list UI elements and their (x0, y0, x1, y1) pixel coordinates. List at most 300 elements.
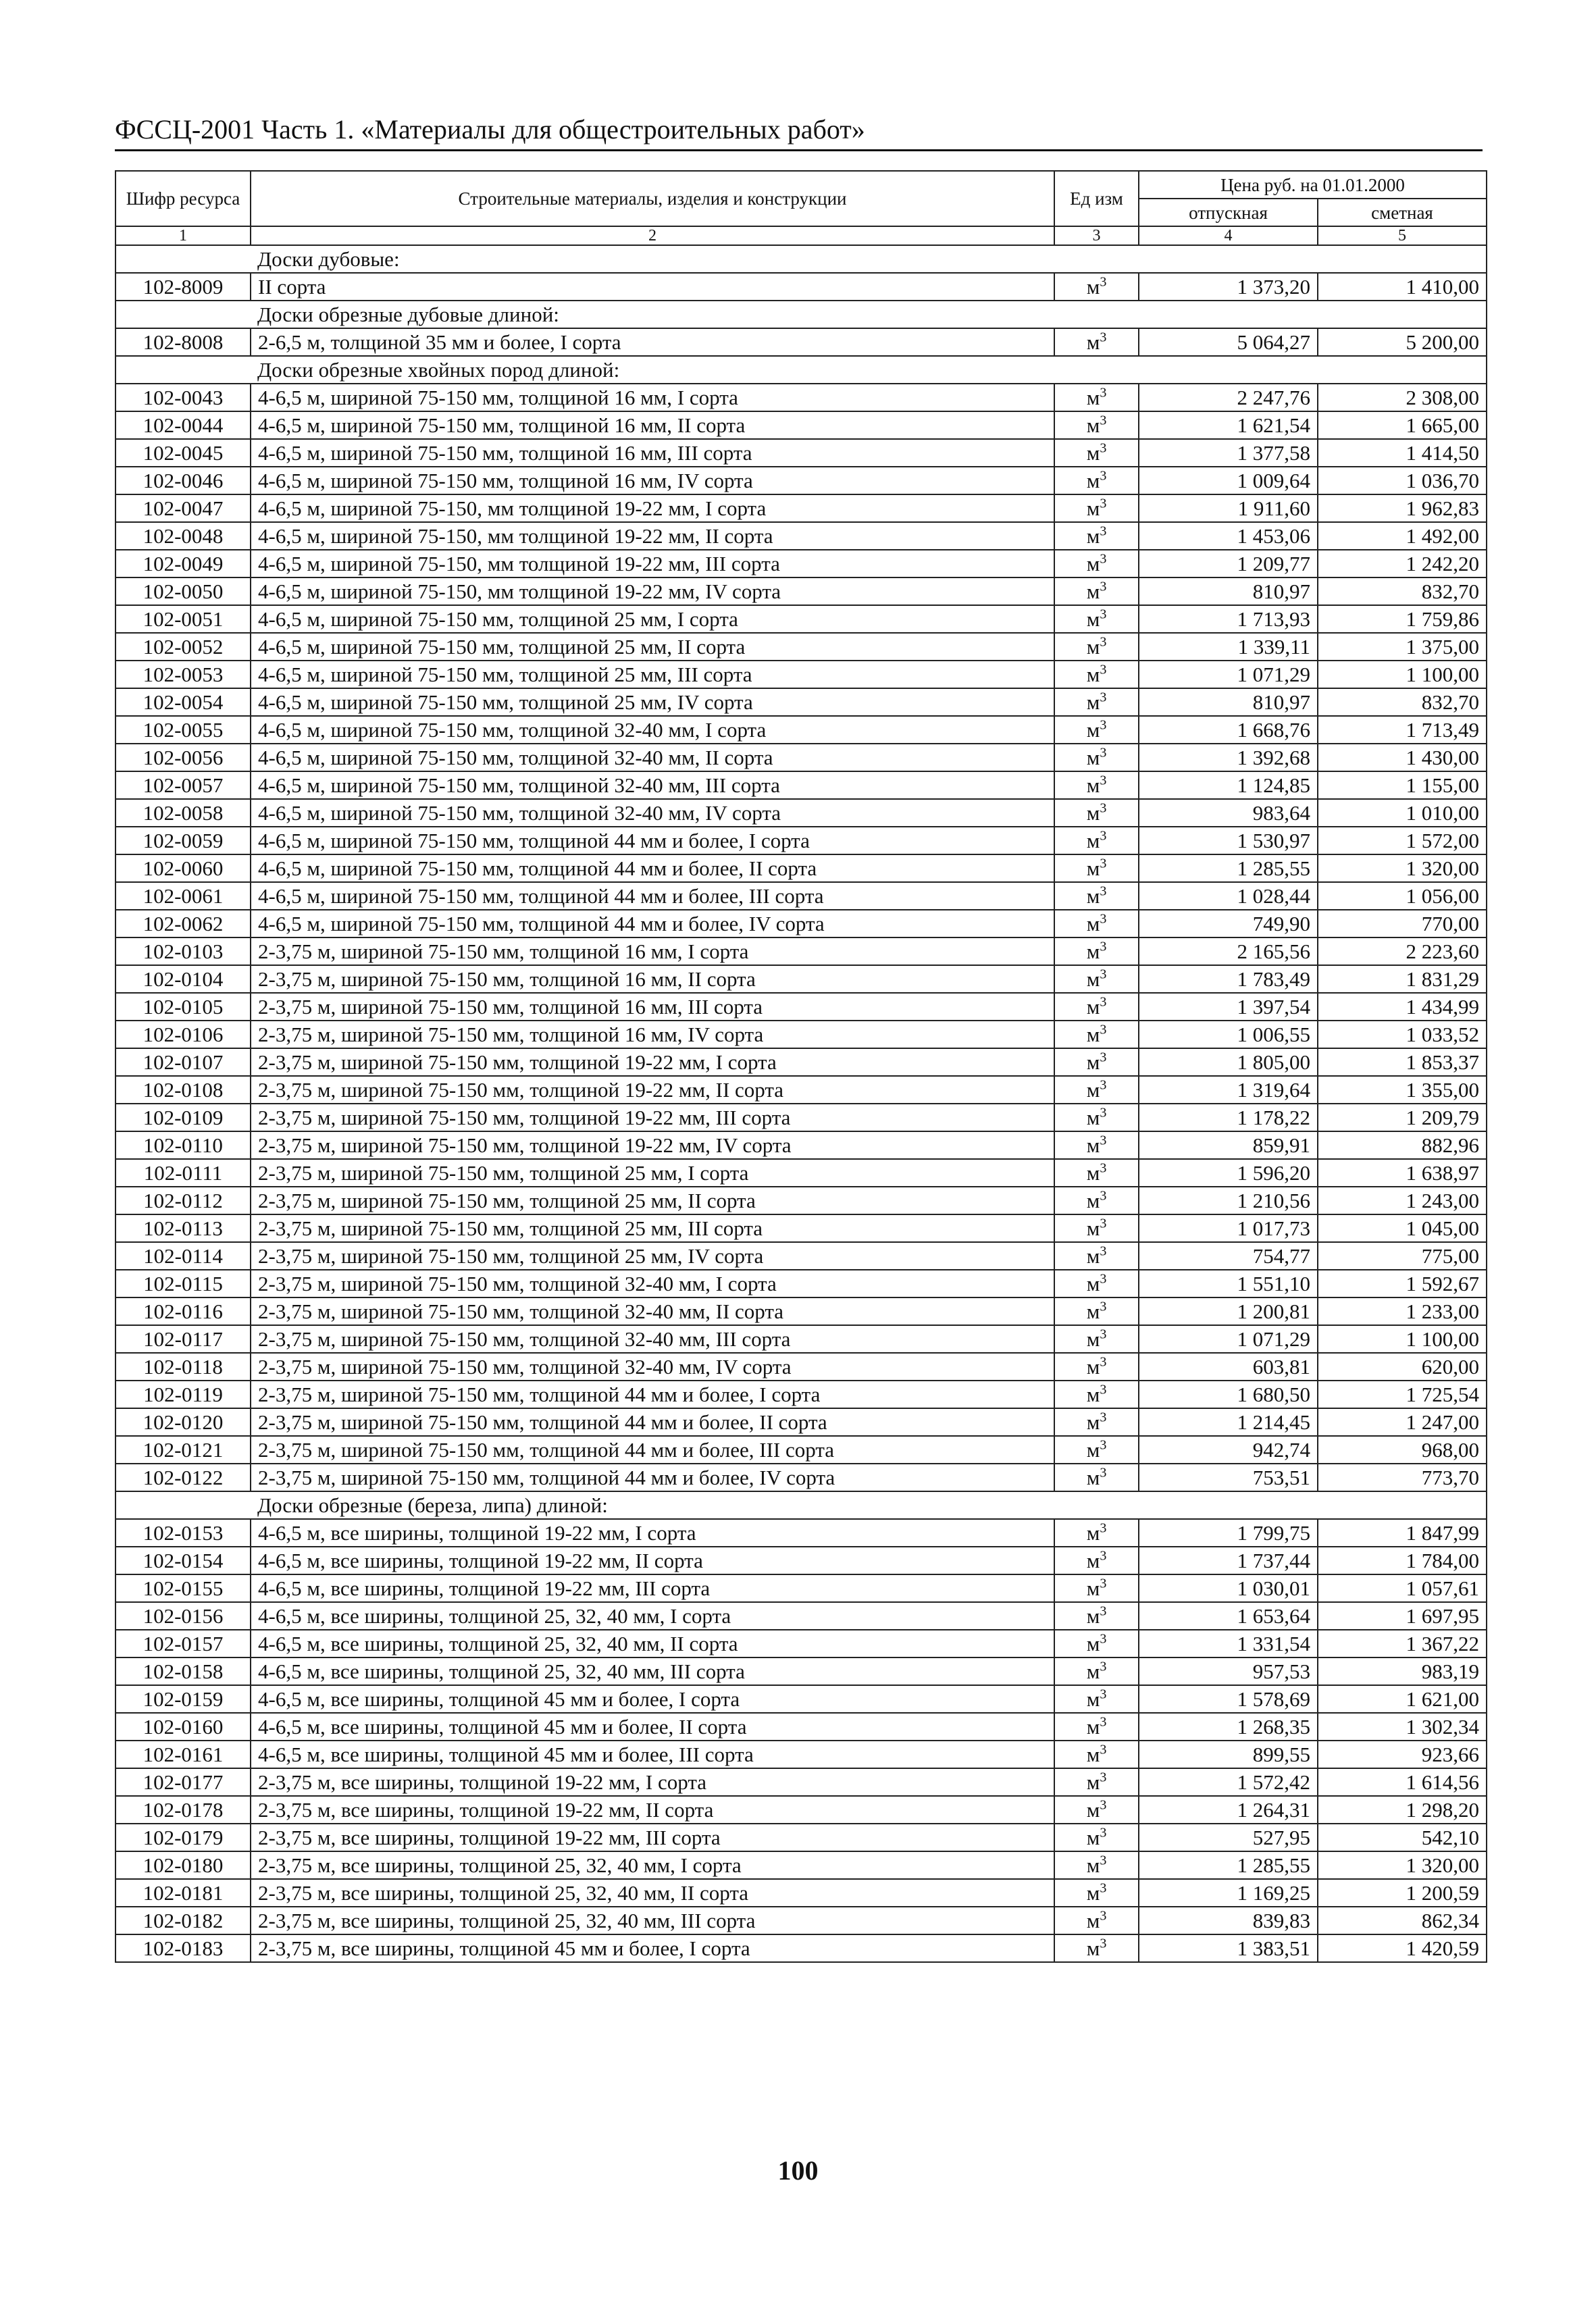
material-name: 2-3,75 м, шириной 75-150 мм, толщиной 16 мм, IV сорта (251, 1021, 1054, 1048)
unit-cell (1054, 1076, 1139, 1104)
material-name: 4-6,5 м, шириной 75-150 мм, толщиной 32-40 мм, I сорта (251, 716, 1054, 744)
estimate-price: 1 410,00 (1318, 273, 1487, 301)
release-price: 1 392,68 (1139, 744, 1318, 771)
unit-cell (1054, 1464, 1139, 1491)
table-row (115, 882, 1487, 910)
material-name: 2-3,75 м, шириной 75-150 мм, толщиной 19-22 мм, II сорта (251, 1076, 1054, 1104)
estimate-price: 770,00 (1318, 910, 1487, 937)
table-row (115, 1214, 1487, 1242)
table-row (115, 716, 1487, 744)
unit-superscript: 3 (1100, 1825, 1107, 1841)
estimate-price: 1 367,22 (1318, 1630, 1487, 1657)
release-price: 942,74 (1139, 1436, 1318, 1464)
material-name: 4-6,5 м, шириной 75-150 мм, толщиной 25 мм, IV сорта (251, 688, 1054, 716)
unit-text: м (1086, 1354, 1100, 1379)
unit-superscript: 3 (1100, 1327, 1107, 1342)
table-row (115, 799, 1487, 827)
section-row (115, 245, 1487, 273)
unit-text: м (1086, 1077, 1100, 1102)
section-title: Доски обрезные хвойных пород длиной: (251, 356, 1487, 384)
unit-text: м (1086, 1825, 1100, 1849)
estimate-price: 1 056,00 (1318, 882, 1487, 910)
release-price: 1 551,10 (1139, 1270, 1318, 1297)
resource-code: 102-0050 (115, 577, 251, 605)
unit-superscript: 3 (1100, 1853, 1107, 1868)
resource-code: 102-0177 (115, 1768, 251, 1796)
unit-superscript: 3 (1100, 662, 1107, 677)
material-name: 4-6,5 м, шириной 75-150 мм, толщиной 44 мм и более, I сорта (251, 827, 1054, 854)
unit-text: м (1086, 1714, 1100, 1739)
unit-text: м (1086, 828, 1100, 852)
unit-cell (1054, 854, 1139, 882)
table-row (115, 688, 1487, 716)
unit-text: м (1086, 1797, 1100, 1822)
estimate-price: 1 962,83 (1318, 494, 1487, 522)
resource-code: 102-0052 (115, 633, 251, 661)
resource-code: 102-0161 (115, 1741, 251, 1768)
unit-text: м (1086, 1022, 1100, 1046)
estimate-price: 1 100,00 (1318, 661, 1487, 688)
release-price: 5 064,27 (1139, 328, 1318, 356)
resource-code: 102-8008 (115, 328, 251, 356)
release-price: 754,77 (1139, 1242, 1318, 1270)
material-name: 2-3,75 м, шириной 75-150 мм, толщиной 44 мм и более, I сорта (251, 1381, 1054, 1408)
unit-superscript: 3 (1100, 828, 1107, 844)
header-code: Шифр ресурса (115, 171, 251, 226)
unit-cell (1054, 494, 1139, 522)
material-name: 4-6,5 м, все ширины, толщиной 45 мм и более, III сорта (251, 1741, 1054, 1768)
release-price: 1 653,64 (1139, 1602, 1318, 1630)
release-price: 983,64 (1139, 799, 1318, 827)
unit-cell (1054, 1879, 1139, 1907)
section-title: Доски обрезные (береза, липа) длиной: (251, 1491, 1487, 1519)
unit-cell (1054, 1436, 1139, 1464)
table-row (115, 1796, 1487, 1824)
estimate-price: 775,00 (1318, 1242, 1487, 1270)
unit-text: м (1086, 413, 1100, 437)
unit-superscript: 3 (1100, 1797, 1107, 1813)
resource-code: 102-0181 (115, 1879, 251, 1907)
release-price: 1 285,55 (1139, 854, 1318, 882)
material-name: 4-6,5 м, все ширины, толщиной 25, 32, 40 мм, II сорта (251, 1630, 1054, 1657)
material-name: 4-6,5 м, шириной 75-150 мм, толщиной 25 мм, III сорта (251, 661, 1054, 688)
resource-code: 102-0154 (115, 1547, 251, 1574)
unit-superscript: 3 (1100, 1631, 1107, 1647)
release-price: 1 006,55 (1139, 1021, 1318, 1048)
unit-text: м (1086, 1437, 1100, 1462)
unit-cell (1054, 1824, 1139, 1851)
material-name: 4-6,5 м, шириной 75-150 мм, толщиной 32-40 мм, III сорта (251, 771, 1054, 799)
table-row (115, 1159, 1487, 1187)
unit-cell (1054, 827, 1139, 854)
material-name: 4-6,5 м, шириной 75-150 мм, толщиной 44 мм и более, IV сорта (251, 910, 1054, 937)
resource-code: 102-0106 (115, 1021, 251, 1048)
estimate-price: 1 036,70 (1318, 467, 1487, 494)
unit-text: м (1086, 551, 1100, 575)
release-price: 1 214,45 (1139, 1408, 1318, 1436)
estimate-price: 983,19 (1318, 1657, 1487, 1685)
table-body (115, 245, 1487, 1962)
resource-code: 102-0061 (115, 882, 251, 910)
table-row (115, 1824, 1487, 1851)
table-row (115, 965, 1487, 993)
unit-superscript: 3 (1100, 1216, 1107, 1231)
release-price: 1 028,44 (1139, 882, 1318, 910)
table-row (115, 467, 1487, 494)
unit-cell (1054, 882, 1139, 910)
material-name: 2-3,75 м, все ширины, толщиной 19-22 мм, I сорта (251, 1768, 1054, 1796)
unit-text: м (1086, 662, 1100, 686)
resource-code: 102-0157 (115, 1630, 251, 1657)
section-gap-cell (115, 1491, 251, 1519)
release-price: 1 071,29 (1139, 661, 1318, 688)
table-row (115, 771, 1487, 799)
unit-text: м (1086, 717, 1100, 742)
resource-code: 102-0114 (115, 1242, 251, 1270)
release-price: 957,53 (1139, 1657, 1318, 1685)
resource-code: 102-0107 (115, 1048, 251, 1076)
material-name: 4-6,5 м, шириной 75-150 мм, толщиной 16 мм, I сорта (251, 384, 1054, 411)
resource-code: 102-0120 (115, 1408, 251, 1436)
unit-cell (1054, 439, 1139, 467)
table-row (115, 1547, 1487, 1574)
unit-text: м (1086, 440, 1100, 465)
estimate-price: 542,10 (1318, 1824, 1487, 1851)
unit-cell (1054, 1519, 1139, 1547)
unit-text: м (1086, 1216, 1100, 1240)
unit-superscript: 3 (1100, 1714, 1107, 1730)
estimate-price: 1 614,56 (1318, 1768, 1487, 1796)
material-name: 4-6,5 м, шириной 75-150, мм толщиной 19-22 мм, III сорта (251, 550, 1054, 577)
unit-cell (1054, 1325, 1139, 1353)
unit-text: м (1086, 800, 1100, 825)
estimate-price: 1 233,00 (1318, 1297, 1487, 1325)
unit-cell (1054, 1547, 1139, 1574)
resource-code: 102-0059 (115, 827, 251, 854)
resource-code: 102-0043 (115, 384, 251, 411)
table-row (115, 1879, 1487, 1907)
estimate-price: 832,70 (1318, 688, 1487, 716)
unit-cell (1054, 633, 1139, 661)
table-row (115, 384, 1487, 411)
unit-text: м (1086, 911, 1100, 935)
unit-text: м (1086, 773, 1100, 797)
unit-cell (1054, 1187, 1139, 1214)
release-price: 1 339,11 (1139, 633, 1318, 661)
unit-cell (1054, 1685, 1139, 1713)
unit-text: м (1086, 1770, 1100, 1794)
material-name: 2-3,75 м, шириной 75-150 мм, толщиной 32-40 мм, I сорта (251, 1270, 1054, 1297)
unit-text: м (1086, 994, 1100, 1019)
unit-superscript: 3 (1100, 939, 1107, 954)
unit-cell (1054, 577, 1139, 605)
unit-superscript: 3 (1100, 579, 1107, 594)
material-name: 2-3,75 м, все ширины, толщиной 25, 32, 40 мм, II сорта (251, 1879, 1054, 1907)
table-head (115, 171, 1487, 245)
unit-text: м (1086, 939, 1100, 963)
resource-code: 102-0160 (115, 1713, 251, 1741)
unit-text: м (1086, 1465, 1100, 1489)
release-price: 527,95 (1139, 1824, 1318, 1851)
estimate-price: 832,70 (1318, 577, 1487, 605)
estimate-price: 1 010,00 (1318, 799, 1487, 827)
unit-text: м (1086, 634, 1100, 659)
table-row (115, 1325, 1487, 1353)
unit-superscript: 3 (1100, 1188, 1107, 1204)
unit-text: м (1086, 1382, 1100, 1406)
unit-superscript: 3 (1100, 994, 1107, 1010)
material-name: 2-3,75 м, шириной 75-150 мм, толщиной 32-40 мм, III сорта (251, 1325, 1054, 1353)
table-row (115, 1602, 1487, 1630)
unit-text: м (1086, 1880, 1100, 1905)
estimate-price: 1 434,99 (1318, 993, 1487, 1021)
unit-superscript: 3 (1100, 1050, 1107, 1065)
estimate-price: 1 420,59 (1318, 1934, 1487, 1962)
estimate-price: 1 853,37 (1318, 1048, 1487, 1076)
estimate-price: 773,70 (1318, 1464, 1487, 1491)
release-price: 1 200,81 (1139, 1297, 1318, 1325)
release-price: 1 737,44 (1139, 1547, 1318, 1574)
estimate-price: 1 057,61 (1318, 1574, 1487, 1602)
unit-cell (1054, 1741, 1139, 1768)
material-name: 4-6,5 м, шириной 75-150 мм, толщиной 44 мм и более, III сорта (251, 882, 1054, 910)
unit-cell (1054, 1602, 1139, 1630)
page-header: ФССЦ-2001 Часть 1. «Материалы для общестроительных работ» (115, 113, 1483, 151)
table-row (115, 937, 1487, 965)
table-row (115, 1353, 1487, 1381)
release-price: 1 319,64 (1139, 1076, 1318, 1104)
release-price: 1 805,00 (1139, 1048, 1318, 1076)
section-title: Доски обрезные дубовые длиной: (251, 301, 1487, 328)
material-name: 4-6,5 м, все ширины, толщиной 25, 32, 40 мм, I сорта (251, 1602, 1054, 1630)
estimate-price: 1 665,00 (1318, 411, 1487, 439)
table-row (115, 1907, 1487, 1934)
resource-code: 102-0158 (115, 1657, 251, 1685)
resource-code: 102-0178 (115, 1796, 251, 1824)
material-name: 2-3,75 м, шириной 75-150 мм, толщиной 16 мм, I сорта (251, 937, 1054, 965)
release-price: 1 285,55 (1139, 1851, 1318, 1879)
unit-superscript: 3 (1100, 856, 1107, 871)
resource-code: 102-0056 (115, 744, 251, 771)
resource-code: 102-0048 (115, 522, 251, 550)
unit-text: м (1086, 579, 1100, 603)
unit-text: м (1086, 1105, 1100, 1129)
unit-text: м (1086, 1631, 1100, 1655)
table-row (115, 661, 1487, 688)
release-price: 899,55 (1139, 1741, 1318, 1768)
release-price: 859,91 (1139, 1131, 1318, 1159)
unit-superscript: 3 (1100, 1022, 1107, 1037)
release-price: 1 071,29 (1139, 1325, 1318, 1353)
material-name: II сорта (251, 273, 1054, 301)
resource-code: 102-0156 (115, 1602, 251, 1630)
unit-cell (1054, 1353, 1139, 1381)
unit-superscript: 3 (1100, 745, 1107, 761)
unit-superscript: 3 (1100, 1520, 1107, 1536)
resource-code: 102-0111 (115, 1159, 251, 1187)
unit-cell (1054, 1297, 1139, 1325)
unit-superscript: 3 (1100, 1908, 1107, 1924)
unit-cell (1054, 467, 1139, 494)
release-price: 1 373,20 (1139, 273, 1318, 301)
resource-code: 102-0117 (115, 1325, 251, 1353)
resource-code: 102-0046 (115, 467, 251, 494)
estimate-price: 1 355,00 (1318, 1076, 1487, 1104)
table-row (115, 522, 1487, 550)
estimate-price: 968,00 (1318, 1436, 1487, 1464)
table-row (115, 1187, 1487, 1214)
unit-text: м (1086, 330, 1100, 354)
unit-text: м (1086, 1603, 1100, 1628)
unit-cell (1054, 688, 1139, 716)
resource-code: 102-0183 (115, 1934, 251, 1962)
unit-superscript: 3 (1100, 1382, 1107, 1397)
unit-superscript: 3 (1100, 1576, 1107, 1591)
material-name: 2-3,75 м, шириной 75-150 мм, толщиной 19-22 мм, I сорта (251, 1048, 1054, 1076)
unit-superscript: 3 (1100, 1271, 1107, 1287)
unit-text: м (1086, 1299, 1100, 1323)
table-row (115, 1768, 1487, 1796)
material-name: 2-6,5 м, толщиной 35 мм и более, I сорта (251, 328, 1054, 356)
release-price: 1 680,50 (1139, 1381, 1318, 1408)
unit-cell (1054, 744, 1139, 771)
table-row (115, 744, 1487, 771)
material-name: 4-6,5 м, шириной 75-150 мм, толщиной 44 мм и более, II сорта (251, 854, 1054, 882)
unit-superscript: 3 (1100, 385, 1107, 401)
table-row (115, 1408, 1487, 1436)
material-name: 4-6,5 м, шириной 75-150 мм, толщиной 16 мм, IV сорта (251, 467, 1054, 494)
unit-text: м (1086, 1853, 1100, 1877)
estimate-price: 1 759,86 (1318, 605, 1487, 633)
unit-cell (1054, 771, 1139, 799)
estimate-price: 1 243,00 (1318, 1187, 1487, 1214)
unit-text: м (1086, 883, 1100, 908)
header-price: Цена руб. на 01.01.2000 (1139, 171, 1487, 199)
unit-superscript: 3 (1100, 1299, 1107, 1314)
resource-code: 102-0053 (115, 661, 251, 688)
unit-text: м (1086, 1188, 1100, 1212)
estimate-price: 2 223,60 (1318, 937, 1487, 965)
estimate-price: 1 847,99 (1318, 1519, 1487, 1547)
table-row (115, 827, 1487, 854)
unit-cell (1054, 1214, 1139, 1242)
release-price: 2 247,76 (1139, 384, 1318, 411)
release-price: 1 668,76 (1139, 716, 1318, 744)
unit-superscript: 3 (1100, 1465, 1107, 1481)
estimate-price: 1 697,95 (1318, 1602, 1487, 1630)
resource-code: 102-0121 (115, 1436, 251, 1464)
unit-superscript: 3 (1100, 1133, 1107, 1148)
resource-code: 102-0116 (115, 1297, 251, 1325)
release-price: 1 210,56 (1139, 1187, 1318, 1214)
resource-code: 102-0049 (115, 550, 251, 577)
estimate-price: 1 375,00 (1318, 633, 1487, 661)
material-name: 2-3,75 м, шириной 75-150 мм, толщиной 19-22 мм, IV сорта (251, 1131, 1054, 1159)
estimate-price: 1 100,00 (1318, 1325, 1487, 1353)
unit-cell (1054, 993, 1139, 1021)
estimate-price: 882,96 (1318, 1131, 1487, 1159)
estimate-price: 1 209,79 (1318, 1104, 1487, 1131)
section-row (115, 301, 1487, 328)
material-name: 2-3,75 м, все ширины, толщиной 19-22 мм, II сорта (251, 1796, 1054, 1824)
col-number: 1 (115, 226, 251, 245)
estimate-price: 1 302,34 (1318, 1713, 1487, 1741)
release-price: 603,81 (1139, 1353, 1318, 1381)
unit-superscript: 3 (1100, 1410, 1107, 1425)
unit-superscript: 3 (1100, 496, 1107, 511)
release-price: 753,51 (1139, 1464, 1318, 1491)
material-name: 4-6,5 м, все ширины, толщиной 45 мм и более, I сорта (251, 1685, 1054, 1713)
unit-cell (1054, 937, 1139, 965)
unit-superscript: 3 (1100, 1437, 1107, 1453)
resource-code: 102-0104 (115, 965, 251, 993)
unit-superscript: 3 (1100, 1687, 1107, 1702)
unit-cell (1054, 1934, 1139, 1962)
release-price: 1 030,01 (1139, 1574, 1318, 1602)
material-name: 2-3,75 м, шириной 75-150 мм, толщиной 16 мм, II сорта (251, 965, 1054, 993)
material-name: 4-6,5 м, шириной 75-150, мм толщиной 19-22 мм, IV сорта (251, 577, 1054, 605)
resource-code: 102-0054 (115, 688, 251, 716)
release-price: 749,90 (1139, 910, 1318, 937)
estimate-price: 1 155,00 (1318, 771, 1487, 799)
resource-code: 102-0045 (115, 439, 251, 467)
unit-cell (1054, 1408, 1139, 1436)
unit-superscript: 3 (1100, 1880, 1107, 1896)
table-row (115, 854, 1487, 882)
estimate-price: 1 242,20 (1318, 550, 1487, 577)
unit-cell (1054, 1851, 1139, 1879)
unit-text: м (1086, 1133, 1100, 1157)
release-price: 1 268,35 (1139, 1713, 1318, 1741)
release-price: 1 331,54 (1139, 1630, 1318, 1657)
estimate-price: 1 045,00 (1318, 1214, 1487, 1242)
estimate-price: 923,66 (1318, 1741, 1487, 1768)
estimate-price: 620,00 (1318, 1353, 1487, 1381)
unit-cell (1054, 1713, 1139, 1741)
release-price: 1 009,64 (1139, 467, 1318, 494)
table-row (115, 1436, 1487, 1464)
estimate-price: 1 784,00 (1318, 1547, 1487, 1574)
resource-code: 102-0055 (115, 716, 251, 744)
material-name: 2-3,75 м, шириной 75-150 мм, толщиной 44 мм и более, IV сорта (251, 1464, 1054, 1491)
estimate-price: 1 592,67 (1318, 1270, 1487, 1297)
resource-code: 102-8009 (115, 273, 251, 301)
release-price: 839,83 (1139, 1907, 1318, 1934)
material-name: 4-6,5 м, шириной 75-150 мм, толщиной 32-40 мм, II сорта (251, 744, 1054, 771)
unit-superscript: 3 (1100, 717, 1107, 733)
table-row (115, 1630, 1487, 1657)
unit-cell (1054, 1796, 1139, 1824)
table-row (115, 1713, 1487, 1741)
estimate-price: 1 572,00 (1318, 827, 1487, 854)
material-name: 4-6,5 м, все ширины, толщиной 19-22 мм, III сорта (251, 1574, 1054, 1602)
material-name: 4-6,5 м, шириной 75-150 мм, толщиной 25 мм, I сорта (251, 605, 1054, 633)
resource-code: 102-0122 (115, 1464, 251, 1491)
unit-superscript: 3 (1100, 274, 1107, 290)
unit-text: м (1086, 1687, 1100, 1711)
unit-superscript: 3 (1100, 1354, 1107, 1370)
unit-cell (1054, 273, 1139, 301)
resource-code: 102-0180 (115, 1851, 251, 1879)
unit-cell (1054, 522, 1139, 550)
material-name: 2-3,75 м, шириной 75-150 мм, толщиной 44 мм и более, III сорта (251, 1436, 1054, 1464)
unit-cell (1054, 1630, 1139, 1657)
table-row (115, 605, 1487, 633)
resource-code: 102-0109 (115, 1104, 251, 1131)
unit-superscript: 3 (1100, 330, 1107, 345)
release-price: 810,97 (1139, 577, 1318, 605)
unit-superscript: 3 (1100, 911, 1107, 927)
